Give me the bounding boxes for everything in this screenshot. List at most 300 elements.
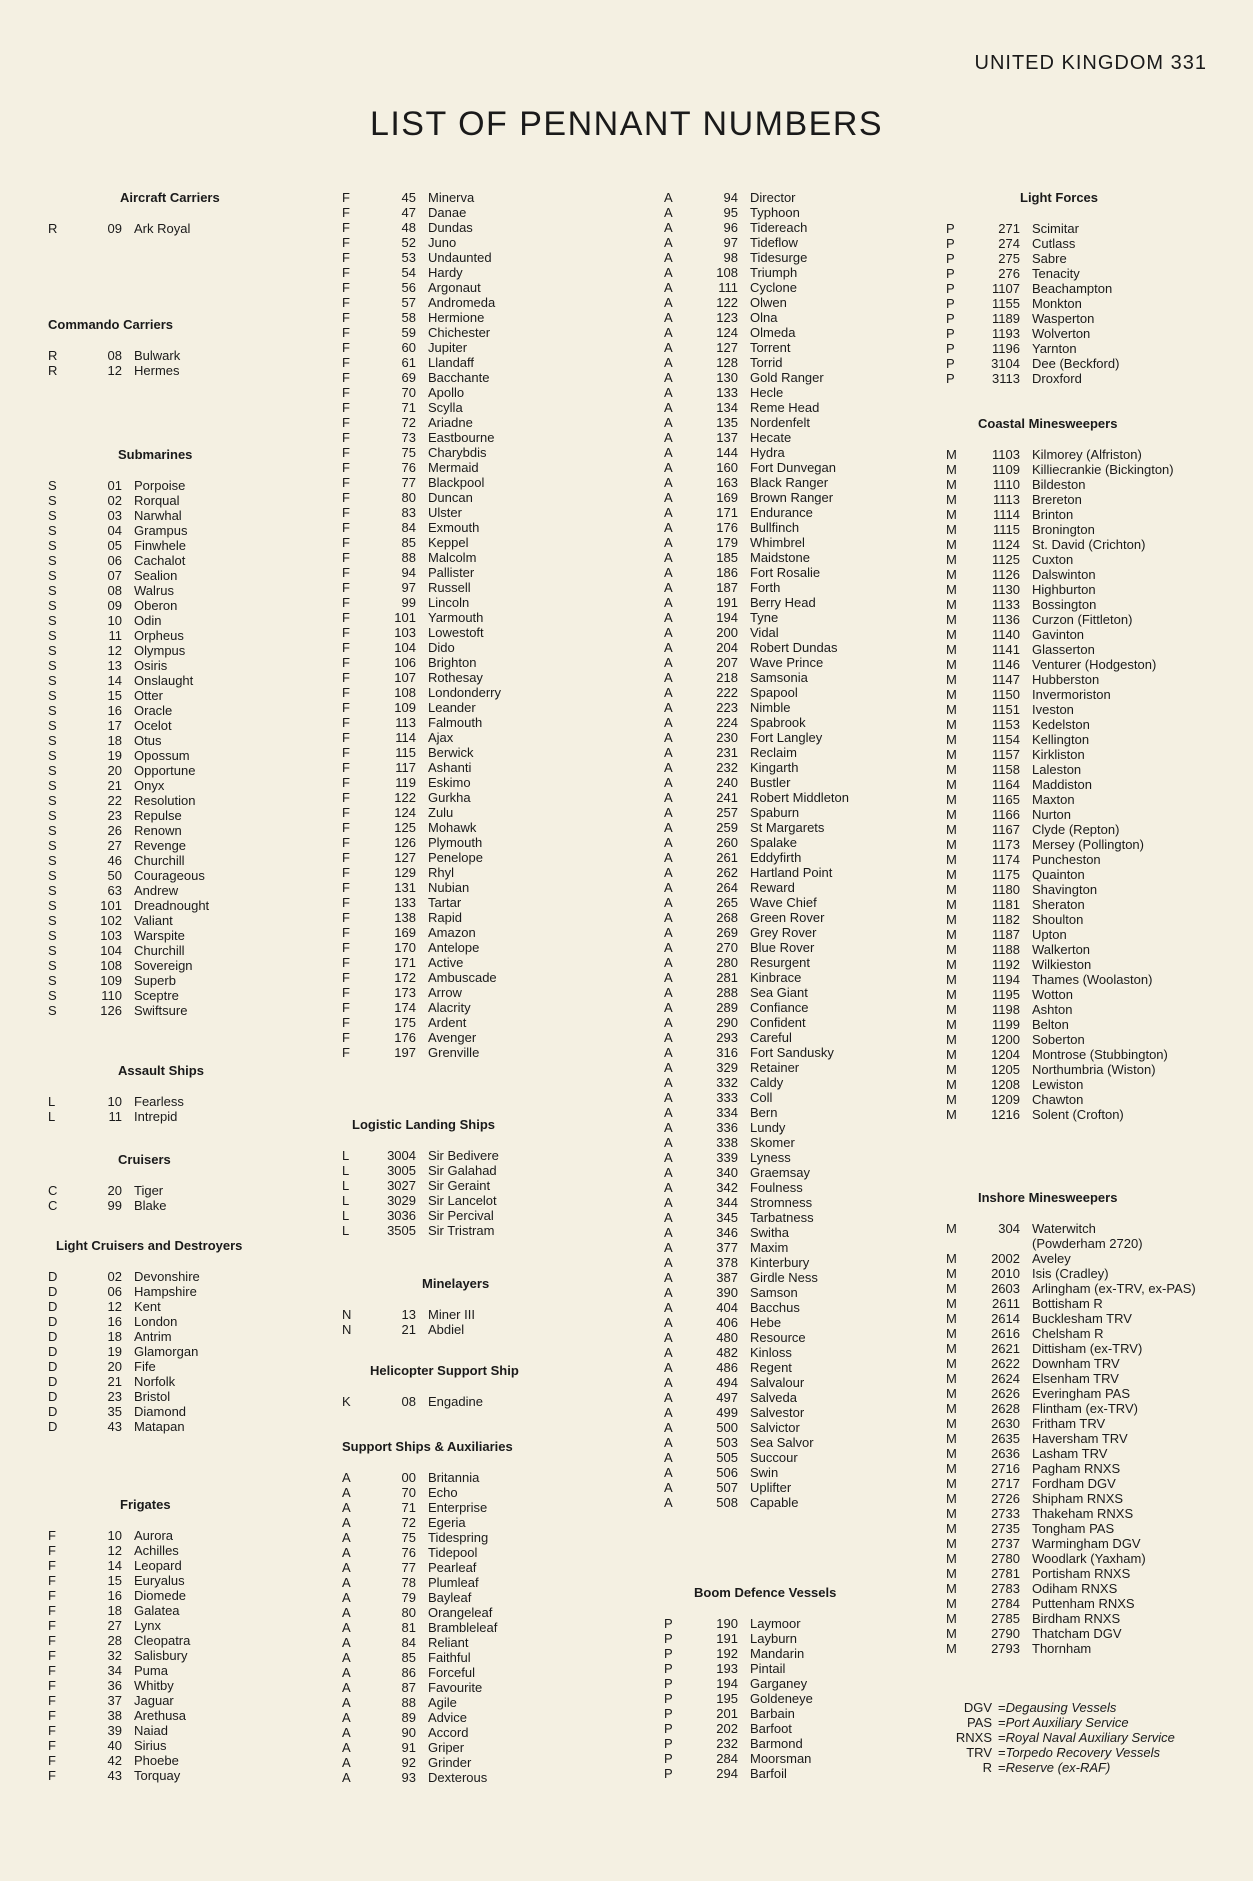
pennant-type: A xyxy=(664,715,673,730)
pennant-row xyxy=(342,715,501,730)
pennant-row xyxy=(48,493,308,508)
section-heading: Inshore Minesweepers xyxy=(978,1190,1118,1205)
pennant-type: F xyxy=(48,1618,56,1633)
pennant-row xyxy=(664,250,849,265)
pennant-number: 170 xyxy=(394,940,416,955)
ship-name: Forceful xyxy=(428,1665,475,1680)
pennant-type: A xyxy=(342,1500,351,1515)
pennant-row xyxy=(48,988,308,1003)
pennant-type: D xyxy=(48,1359,58,1374)
pennant-type: F xyxy=(342,775,350,790)
pennant-row xyxy=(48,1359,246,1374)
ship-name: Rapid xyxy=(428,910,462,925)
ship-name: Waterwitch xyxy=(1032,1221,1096,1236)
ship-name: Girdle Ness xyxy=(750,1270,818,1285)
pennant-type: A xyxy=(664,565,673,580)
ship-name: Bristol xyxy=(134,1389,171,1404)
pennant-number: 3027 xyxy=(387,1178,416,1193)
pennant-number: 404 xyxy=(716,1300,738,1315)
ship-name: Ark Royal xyxy=(134,221,191,236)
pennant-number: 77 xyxy=(401,475,416,490)
pennant-type: F xyxy=(342,490,350,505)
section-heading: Minelayers xyxy=(422,1276,490,1291)
pennant-row xyxy=(664,190,849,205)
pennant-number: 1193 xyxy=(992,326,1020,341)
pennant-row xyxy=(342,685,501,700)
pennant-row xyxy=(946,627,1174,642)
pennant-row xyxy=(946,1062,1174,1077)
ship-name: Scylla xyxy=(428,400,463,415)
pennant-row xyxy=(342,985,501,1000)
section xyxy=(664,190,849,1510)
pennant-type: M xyxy=(946,447,957,462)
pennant-type: F xyxy=(342,535,350,550)
pennant-number: 187 xyxy=(716,580,738,595)
pennant-type: F xyxy=(342,1015,350,1030)
ship-name: Pintail xyxy=(750,1661,786,1676)
section-heading: Light Forces xyxy=(1020,190,1099,205)
pennant-type: A xyxy=(664,685,673,700)
ship-name: Aveley xyxy=(1032,1251,1071,1266)
pennant-type: F xyxy=(342,820,350,835)
pennant-row xyxy=(946,1551,1196,1566)
pennant-row xyxy=(48,613,308,628)
pennant-number: 507 xyxy=(716,1480,738,1495)
pennant-type: F xyxy=(342,985,350,1000)
pennant-number: 84 xyxy=(401,1635,416,1650)
pennant-type: F xyxy=(342,610,350,625)
pennant-type xyxy=(946,1236,980,1251)
pennant-row xyxy=(48,221,310,236)
pennant-type: M xyxy=(946,1461,957,1476)
ship-name: Kinterbury xyxy=(750,1255,810,1270)
ship-name: Director xyxy=(750,190,796,205)
pennant-row xyxy=(664,295,849,310)
ship-name: Reclaim xyxy=(750,745,797,760)
pennant-number: 1115 xyxy=(993,522,1020,537)
pennant-row xyxy=(664,1015,849,1030)
pennant-type: F xyxy=(342,805,350,820)
pennant-row xyxy=(342,280,501,295)
pennant-row xyxy=(664,1195,849,1210)
section xyxy=(48,1063,308,1124)
pennant-row xyxy=(48,583,308,598)
ship-name: Graemsay xyxy=(750,1165,810,1180)
pennant-row xyxy=(664,1060,849,1075)
pennant-number: 15 xyxy=(107,1573,122,1588)
ship-name: Whitby xyxy=(134,1678,174,1693)
pennant-row xyxy=(664,1180,849,1195)
pennant-number: 231 xyxy=(716,745,738,760)
pennant-number: 97 xyxy=(401,580,416,595)
ship-name: Mersey (Pollington) xyxy=(1032,837,1144,852)
pennant-type: A xyxy=(664,1195,673,1210)
pennant-row xyxy=(664,895,849,910)
pennant-number: 127 xyxy=(716,340,738,355)
ship-name: Iveston xyxy=(1032,702,1074,717)
pennant-number: 503 xyxy=(716,1435,738,1450)
pennant-row xyxy=(664,1315,849,1330)
ship-name: Alacrity xyxy=(428,1000,471,1015)
section-heading: Commando Carriers xyxy=(48,317,173,332)
pennant-number: 3029 xyxy=(387,1193,416,1208)
pennant-number: 333 xyxy=(716,1090,738,1105)
ship-name: Beachampton xyxy=(1032,281,1113,296)
ship-name: Plymouth xyxy=(428,835,483,850)
pennant-type: A xyxy=(664,610,673,625)
pennant-number: 133 xyxy=(394,895,416,910)
legend-definition: Reserve (ex-RAF) xyxy=(1005,1760,1111,1775)
ship-name: Salveda xyxy=(750,1390,797,1405)
ship-name: Falmouth xyxy=(428,715,483,730)
pennant-type: D xyxy=(48,1314,58,1329)
ship-name: Jupiter xyxy=(428,340,468,355)
pennant-type: M xyxy=(946,462,957,477)
ship-name: Zulu xyxy=(428,805,454,820)
pennant-number: 2616 xyxy=(991,1326,1020,1341)
section xyxy=(48,1497,310,1783)
pennant-number: 16 xyxy=(107,1314,122,1329)
pennant-type: F xyxy=(342,925,350,940)
ship-name: Ajax xyxy=(428,730,454,745)
pennant-type: A xyxy=(664,235,673,250)
pennant-row xyxy=(342,325,501,340)
ship-name: Endurance xyxy=(750,505,813,520)
pennant-type: F xyxy=(342,235,350,250)
pennant-row xyxy=(342,340,501,355)
pennant-type: A xyxy=(342,1680,351,1695)
pennant-number: 271 xyxy=(998,221,1020,236)
pennant-number: 505 xyxy=(716,1450,738,1465)
ship-name: Phoebe xyxy=(134,1753,179,1768)
ship-name: Typhoon xyxy=(750,205,800,220)
pennant-row xyxy=(664,490,849,505)
pennant-type: A xyxy=(664,1060,673,1075)
pennant-row xyxy=(48,478,308,493)
legend-equals: = xyxy=(998,1700,1006,1715)
pennant-row xyxy=(342,1045,501,1060)
pennant-number: 1107 xyxy=(992,281,1020,296)
pennant-type: F xyxy=(48,1663,56,1678)
pennant-row xyxy=(664,430,849,445)
pennant-number: 2636 xyxy=(991,1446,1020,1461)
pennant-number: 197 xyxy=(394,1045,416,1060)
ship-name: Pallister xyxy=(428,565,475,580)
pennant-row xyxy=(664,970,849,985)
pennant-number: 497 xyxy=(716,1390,738,1405)
pennant-type: S xyxy=(48,598,57,613)
ship-name: Everingham PAS xyxy=(1032,1386,1131,1401)
pennant-row xyxy=(664,1736,884,1751)
pennant-row xyxy=(342,490,501,505)
ship-name: Hubberston xyxy=(1032,672,1100,687)
ship-name: St. David (Crichton) xyxy=(1032,537,1146,552)
pennant-type: D xyxy=(48,1389,58,1404)
ship-name: Maidstone xyxy=(750,550,810,565)
pennant-type: A xyxy=(664,295,673,310)
ship-name: Plumleaf xyxy=(428,1575,479,1590)
pennant-row xyxy=(946,1281,1196,1296)
pennant-type: P xyxy=(664,1721,673,1736)
pennant-number: 1133 xyxy=(992,597,1020,612)
pennant-type: A xyxy=(664,415,673,430)
pennant-number: 185 xyxy=(716,550,738,565)
pennant-type: P xyxy=(946,296,955,311)
pennant-type: A xyxy=(664,520,673,535)
section-heading: Coastal Minesweepers xyxy=(978,416,1118,431)
ship-name: Sir Bedivere xyxy=(428,1148,499,1163)
pennant-number: 106 xyxy=(394,655,416,670)
pennant-type: F xyxy=(342,730,350,745)
pennant-type: M xyxy=(946,537,957,552)
pennant-row xyxy=(342,1590,532,1605)
pennant-number: 05 xyxy=(107,538,122,553)
pennant-type: S xyxy=(48,808,57,823)
pennant-row xyxy=(664,1420,849,1435)
pennant-number: 390 xyxy=(716,1285,738,1300)
pennant-type: M xyxy=(946,1251,957,1266)
pennant-type: A xyxy=(664,1030,673,1045)
pennant-number: 222 xyxy=(716,685,738,700)
pennant-number: 332 xyxy=(716,1075,738,1090)
pennant-number: 186 xyxy=(716,565,738,580)
ship-name: Kedelston xyxy=(1032,717,1090,732)
pennant-type: A xyxy=(342,1650,351,1665)
pennant-row xyxy=(342,1710,532,1725)
legend-item xyxy=(946,1700,1175,1715)
pennant-number: 232 xyxy=(716,760,738,775)
ship-name: Malcolm xyxy=(428,550,477,565)
pennant-number: 126 xyxy=(100,1003,122,1018)
ship-name: Barfoot xyxy=(750,1721,792,1736)
ship-name: Fort Dunvegan xyxy=(750,460,836,475)
pennant-type: A xyxy=(664,385,673,400)
pennant-row xyxy=(342,550,501,565)
pennant-type: A xyxy=(664,1285,673,1300)
ship-name: Northumbria (Wiston) xyxy=(1032,1062,1156,1077)
pennant-number: 3005 xyxy=(387,1163,416,1178)
pennant-type: M xyxy=(946,1092,957,1107)
pennant-type: P xyxy=(946,266,955,281)
pennant-row xyxy=(342,775,501,790)
pennant-type: F xyxy=(342,865,350,880)
pennant-row xyxy=(664,1646,884,1661)
pennant-number: 63 xyxy=(107,883,122,898)
pennant-type: F xyxy=(342,280,350,295)
pennant-row xyxy=(664,880,849,895)
pennant-type: A xyxy=(342,1515,351,1530)
pennant-number: 48 xyxy=(401,220,416,235)
pennant-type: F xyxy=(48,1558,56,1573)
pennant-type: A xyxy=(664,925,673,940)
pennant-row xyxy=(946,597,1174,612)
pennant-number: 2726 xyxy=(991,1491,1020,1506)
pennant-type: M xyxy=(946,747,957,762)
pennant-row xyxy=(664,460,849,475)
ship-name: Wotton xyxy=(1032,987,1073,1002)
pennant-type: M xyxy=(946,927,957,942)
pennant-number: 83 xyxy=(401,505,416,520)
ship-name: Hecate xyxy=(750,430,792,445)
ship-name: Sir Galahad xyxy=(428,1163,497,1178)
pennant-type: M xyxy=(946,582,957,597)
ship-name: Elsenham TRV xyxy=(1032,1371,1119,1386)
pennant-type: A xyxy=(664,1165,673,1180)
ship-name: Norfolk xyxy=(134,1374,176,1389)
pennant-number: 37 xyxy=(107,1693,122,1708)
ship-name: Careful xyxy=(750,1030,792,1045)
pennant-type: F xyxy=(342,400,350,415)
pennant-row xyxy=(664,1030,849,1045)
pennant-number: 85 xyxy=(401,535,416,550)
pennant-number: 133 xyxy=(716,385,738,400)
pennant-type: F xyxy=(342,430,350,445)
pennant-number: 19 xyxy=(107,1344,122,1359)
section-heading: Helicopter Support Ship xyxy=(370,1363,519,1378)
ship-name: Cuxton xyxy=(1032,552,1074,567)
pennant-row xyxy=(48,1588,310,1603)
pennant-number: 316 xyxy=(716,1045,738,1060)
pennant-row xyxy=(946,747,1174,762)
ship-name: Eddyfirth xyxy=(750,850,802,865)
pennant-number: 96 xyxy=(723,220,738,235)
pennant-number: 339 xyxy=(716,1150,738,1165)
ship-name: Sir Lancelot xyxy=(428,1193,497,1208)
pennant-row xyxy=(48,778,308,793)
pennant-row xyxy=(946,1611,1196,1626)
pennant-type: M xyxy=(946,912,957,927)
pennant-number: 13 xyxy=(107,658,122,673)
pennant-type: M xyxy=(946,477,957,492)
pennant-number: 1182 xyxy=(992,912,1020,927)
ship-name: Sir Geraint xyxy=(428,1178,491,1193)
pennant-number: 1130 xyxy=(992,582,1020,597)
pennant-type: M xyxy=(946,1536,957,1551)
pennant-number: 20 xyxy=(107,1359,122,1374)
ship-name: Naiad xyxy=(134,1723,168,1738)
pennant-type: S xyxy=(48,838,57,853)
pennant-row xyxy=(342,1307,612,1322)
ship-name: Andrew xyxy=(134,883,179,898)
pennant-row xyxy=(664,1285,849,1300)
pennant-number: 1124 xyxy=(992,537,1020,552)
pennant-row xyxy=(342,1515,532,1530)
ship-name: Leopard xyxy=(134,1558,182,1573)
pennant-row xyxy=(946,567,1174,582)
pennant-type: M xyxy=(946,1566,957,1581)
pennant-type: P xyxy=(946,281,955,296)
pennant-type: M xyxy=(946,507,957,522)
ship-name: Maxim xyxy=(750,1240,789,1255)
pennant-number: 494 xyxy=(716,1375,738,1390)
pennant-number: 122 xyxy=(394,790,416,805)
pennant-type: M xyxy=(946,1326,957,1341)
ship-name: Keppel xyxy=(428,535,469,550)
pennant-row xyxy=(664,1225,849,1240)
pennant-type: F xyxy=(48,1633,56,1648)
ship-name: Yarnton xyxy=(1032,341,1077,356)
pennant-row xyxy=(946,1536,1196,1551)
pennant-row xyxy=(342,940,501,955)
pennant-number: 79 xyxy=(401,1590,416,1605)
ship-name: Advice xyxy=(428,1710,468,1725)
pennant-row xyxy=(342,880,501,895)
pennant-type: F xyxy=(342,1045,350,1060)
pennant-type: A xyxy=(664,430,673,445)
pennant-row xyxy=(664,940,849,955)
pennant-type: F xyxy=(48,1693,56,1708)
ship-name: Ulster xyxy=(428,505,462,520)
pennant-number: 114 xyxy=(395,730,416,745)
pennant-type: F xyxy=(342,655,350,670)
pennant-number: 329 xyxy=(716,1060,738,1075)
pennant-row xyxy=(946,1221,1196,1236)
pennant-number: 113 xyxy=(395,715,416,730)
pennant-row xyxy=(946,672,1174,687)
pennant-number: 94 xyxy=(401,565,416,580)
ship-name: Torrid xyxy=(750,355,783,370)
pennant-type: K xyxy=(342,1394,351,1409)
ship-name: Tideflow xyxy=(750,235,798,250)
pennant-row xyxy=(342,700,501,715)
pennant-number: 115 xyxy=(395,745,416,760)
ship-name: Belton xyxy=(1032,1017,1069,1032)
pennant-number: 288 xyxy=(716,985,738,1000)
pennant-type: P xyxy=(664,1631,673,1646)
pennant-row xyxy=(664,325,849,340)
pennant-number: 269 xyxy=(716,925,738,940)
pennant-number: 2780 xyxy=(991,1551,1020,1566)
pennant-number: 1200 xyxy=(991,1032,1020,1047)
pennant-type: F xyxy=(48,1738,56,1753)
ship-name: Tongham PAS xyxy=(1032,1521,1115,1536)
pennant-type: D xyxy=(48,1404,58,1419)
pennant-number: 293 xyxy=(716,1030,738,1045)
pennant-number: 1174 xyxy=(992,852,1020,867)
ship-name: Warspite xyxy=(134,928,185,943)
section xyxy=(342,1363,560,1409)
pennant-row xyxy=(48,1753,310,1768)
pennant-number: 35 xyxy=(107,1404,122,1419)
ship-name: Leander xyxy=(428,700,476,715)
pennant-row xyxy=(664,1691,884,1706)
pennant-row xyxy=(342,295,501,310)
pennant-number: 80 xyxy=(401,1605,416,1620)
pennant-number: 110 xyxy=(101,988,122,1003)
pennant-type: A xyxy=(664,835,673,850)
pennant-number: 3104 xyxy=(991,356,1020,371)
pennant-type: A xyxy=(664,1420,673,1435)
pennant-type: A xyxy=(342,1710,351,1725)
pennant-type: F xyxy=(342,790,350,805)
pennant-number: 128 xyxy=(716,355,738,370)
ship-name: Fort Rosalie xyxy=(750,565,821,580)
ship-name: Miner III xyxy=(428,1307,475,1322)
pennant-number: 259 xyxy=(716,820,738,835)
pennant-type: F xyxy=(342,220,350,235)
pennant-type: A xyxy=(664,1240,673,1255)
pennant-type: A xyxy=(664,1360,673,1375)
pennant-row xyxy=(664,445,849,460)
pennant-row xyxy=(48,1543,310,1558)
pennant-row xyxy=(342,790,501,805)
pennant-number: 76 xyxy=(401,1545,416,1560)
pennant-type: M xyxy=(946,1311,957,1326)
ship-name: Exmouth xyxy=(428,520,480,535)
pennant-row xyxy=(946,1476,1196,1491)
pennant-row xyxy=(664,835,849,850)
pennant-number: 2717 xyxy=(991,1476,1020,1491)
